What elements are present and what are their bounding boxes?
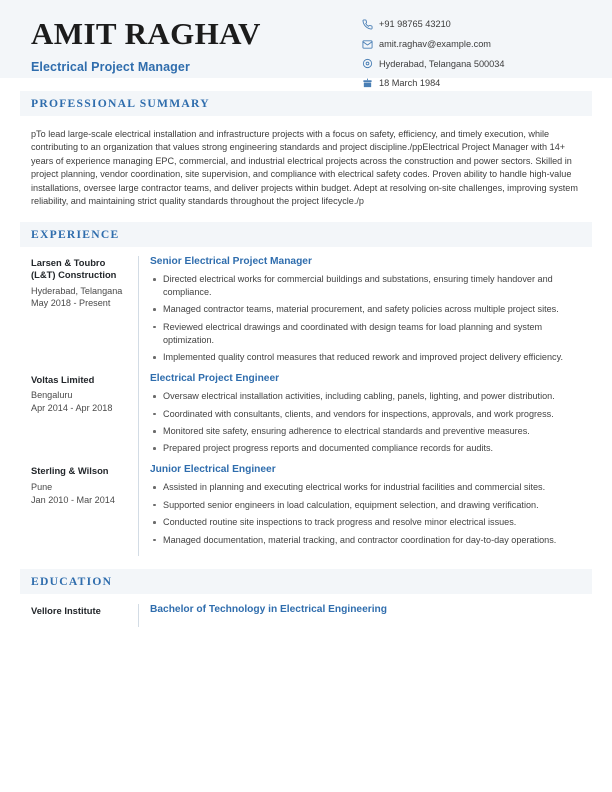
section-title-experience: EXPERIENCE [31, 227, 120, 241]
experience-bullets [150, 390, 592, 455]
section-bar-education [20, 569, 592, 594]
experience-detail [139, 464, 592, 555]
experience-role: Senior Electrical Project Manager [150, 255, 312, 267]
section-education [20, 569, 592, 627]
experience-bullets [150, 273, 592, 364]
contact-details [362, 16, 592, 89]
contact-location-text: Hyderabad, Telangana 500034 [379, 58, 505, 69]
list-item: Directed electrical works for commercial buildings and substations, ensuring timely handover and compliance. [150, 273, 592, 299]
experience-location: Pune [31, 481, 53, 492]
experience-company: Voltas Limited [31, 373, 95, 385]
contact-location[interactable] [362, 58, 562, 69]
contact-phone-text: +91 98765 43210 [379, 19, 451, 30]
experience-role: Junior Electrical Engineer [150, 464, 276, 476]
experience-item [20, 464, 592, 555]
education-degree: Bachelor of Technology in Electrical Engineering [150, 603, 387, 615]
list-item: Supported senior engineers in load calculation, equipment selection, and drawing verification. [150, 499, 592, 512]
experience-company: Sterling & Wilson [31, 465, 109, 477]
contact-phone[interactable] [362, 19, 562, 30]
experience-item [20, 256, 592, 373]
experience-bullets [150, 481, 592, 546]
header-identity [20, 16, 261, 74]
section-title-education: EDUCATION [31, 574, 113, 588]
education-meta [20, 604, 138, 627]
location-icon [362, 58, 373, 69]
education-detail [139, 604, 592, 627]
phone-icon [362, 19, 373, 30]
candidate-job-title: Electrical Project Manager [31, 59, 190, 74]
education-item [20, 604, 592, 627]
list-item: Conducted routine site inspections to track progress and resolve minor electrical issues. [150, 516, 592, 529]
section-bar-experience [20, 222, 592, 247]
section-professional-summary [20, 91, 592, 213]
experience-item [20, 373, 592, 464]
summary-content [20, 116, 592, 213]
experience-location: Hyderabad, Telangana [31, 285, 123, 296]
contact-email[interactable] [362, 39, 562, 50]
contact-email-text: amit.raghav@example.com [379, 39, 491, 50]
experience-dates: May 2018 - Present [31, 298, 111, 309]
list-item: Monitored site safety, ensuring adherence to electrical standards and preventive measures. [150, 425, 592, 438]
experience-meta [20, 464, 138, 555]
experience-dates: Jan 2010 - Mar 2014 [31, 494, 115, 505]
contact-birthdate[interactable] [362, 78, 562, 89]
list-item: Managed contractor teams, material procurement, and safety policies across multiple project sites. [150, 303, 592, 316]
list-item: Reviewed electrical drawings and coordinated with design teams for load planning and system optimization. [150, 321, 592, 347]
contact-birthdate-text: 18 March 1984 [379, 78, 441, 89]
list-item: Coordinated with consultants, clients, and vendors for inspections, approvals, and work progress. [150, 408, 592, 421]
education-school: Vellore Institute [31, 604, 101, 616]
experience-role: Electrical Project Engineer [150, 372, 280, 384]
list-item: Assisted in planning and executing electrical works for industrial facilities and commercial sites. [150, 481, 592, 494]
experience-location: Bengaluru [31, 390, 73, 401]
experience-dates: Apr 2014 - Apr 2018 [31, 403, 113, 414]
summary-gap [20, 213, 592, 222]
experience-gap [20, 556, 592, 569]
section-experience [20, 222, 592, 556]
education-list [20, 594, 592, 627]
summary-text: pTo lead large-scale electrical installation and infrastructure projects with a focus on safety, efficiency, and timely execution, while contributing to an organization that values strong engineering standards and project discipline./ppElectrical Project Manager with 14+ years of experience managing EPC, commercial, and industrial electrical projects across the construction and power sectors. Skilled in project planning, vendor coordination, site supervision, and compliance with electrical safety codes. Proven ability to handle high-value installations, oversee large contractor teams, and deliver projects within budget. Adept at resolving on-site challenges, improving system reliability, and maintaining strict quality standards throughout the project lifecycle./p [31, 129, 578, 207]
candidate-name: AMIT RAGHAV [31, 16, 261, 51]
experience-list [20, 247, 592, 556]
list-item: Implemented quality control measures that reduced rework and improved project delivery efficiency. [150, 351, 592, 364]
resume-header [0, 0, 612, 89]
calendar-icon [362, 78, 373, 89]
experience-detail [139, 256, 592, 373]
experience-meta [20, 256, 138, 373]
email-icon [362, 39, 373, 50]
section-title-summary: PROFESSIONAL SUMMARY [31, 97, 210, 110]
list-item: Oversaw electrical installation activities, including cabling, panels, lighting, and power distribution. [150, 390, 592, 403]
list-item: Managed documentation, material tracking, and contractor coordination for day-to-day operations. [150, 534, 592, 547]
list-item: Prepared project progress reports and documented compliance records for audits. [150, 442, 592, 455]
section-bar-summary [20, 91, 592, 116]
experience-company: Larsen & Toubro (L&T) Construction [31, 256, 117, 281]
experience-meta [20, 373, 138, 464]
experience-detail [139, 373, 592, 464]
resume-body [0, 78, 612, 627]
